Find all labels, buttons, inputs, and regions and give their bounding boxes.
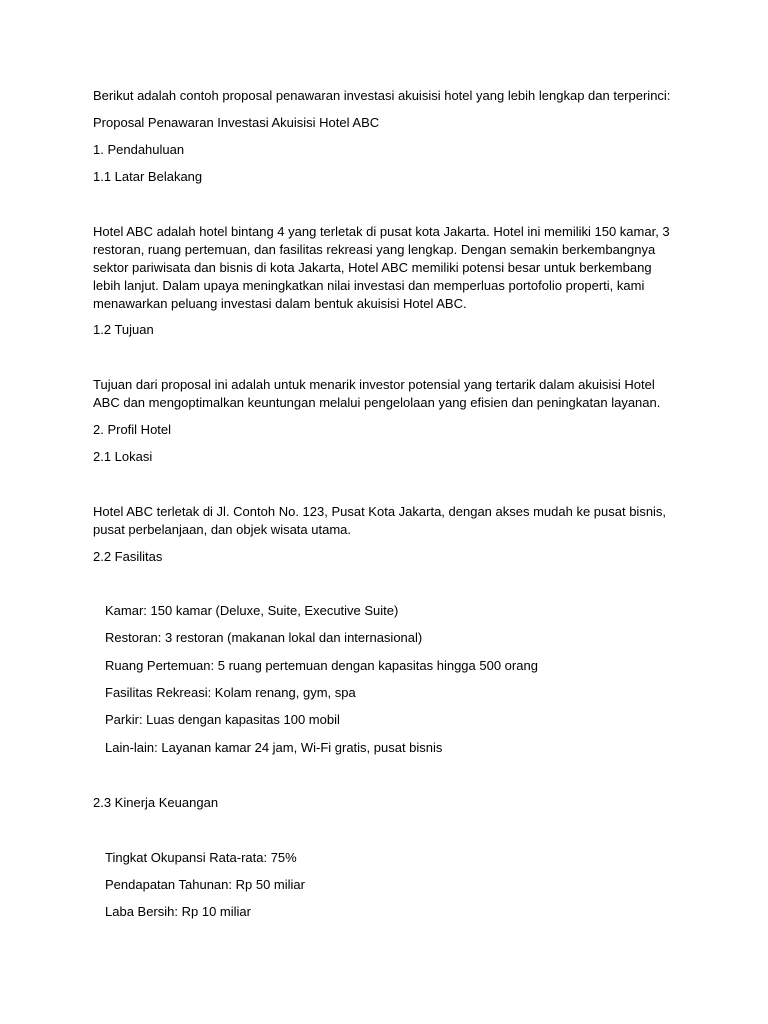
fasilitas-item: Lain-lain: Layanan kamar 24 jam, Wi-Fi gratis, pusat bisnis <box>105 740 443 755</box>
kinerja-item: Laba Bersih: Rp 10 miliar <box>105 904 251 919</box>
lokasi-paragraph <box>93 503 683 539</box>
fasilitas-item: Kamar: 150 kamar (Deluxe, Suite, Executive Suite) <box>105 603 399 618</box>
subsection-heading-lokasi: 2.1 Lokasi <box>93 449 153 464</box>
subsection-heading-latar-belakang: 1.1 Latar Belakang <box>93 169 203 184</box>
latar-belakang-paragraph <box>93 223 683 313</box>
fasilitas-item: Ruang Pertemuan: 5 ruang pertemuan dengan kapasitas hingga 500 orang <box>105 658 538 673</box>
paragraph-line: Hotel ABC terletak di Jl. Contoh No. 123, Pusat Kota Jakarta, dengan akses mudah ke pusat bisnis, <box>93 504 667 519</box>
fasilitas-item: Restoran: 3 restoran (makanan lokal dan internasional) <box>105 630 423 645</box>
tujuan-paragraph <box>93 376 683 412</box>
paragraph-line: menawarkan peluang investasi dalam bentuk akuisisi Hotel ABC. <box>93 296 467 311</box>
document-title: Proposal Penawaran Investasi Akuisisi Hotel ABC <box>93 115 380 130</box>
paragraph-line: pusat perbelanjaan, dan objek wisata utama. <box>93 522 352 537</box>
paragraph-line: Tujuan dari proposal ini adalah untuk menarik investor potensial yang tertarik dalam akuisisi Hotel <box>93 377 655 392</box>
kinerja-item: Tingkat Okupansi Rata-rata: 75% <box>105 850 297 865</box>
intro-text: Berikut adalah contoh proposal penawaran investasi akuisisi hotel yang lebih lengkap dan terperinci: <box>93 88 671 103</box>
subsection-heading-tujuan: 1.2 Tujuan <box>93 322 154 337</box>
section-heading-pendahuluan: 1. Pendahuluan <box>93 142 185 157</box>
paragraph-line: ABC dan mengoptimalkan keuntungan melalui pengelolaan yang efisien dan peningkatan layanan. <box>93 395 661 410</box>
paragraph-line: restoran, ruang pertemuan, dan fasilitas rekreasi yang lengkap. Dengan semakin berkembangnya <box>93 242 656 257</box>
fasilitas-item: Parkir: Luas dengan kapasitas 100 mobil <box>105 712 340 727</box>
subsection-heading-fasilitas: 2.2 Fasilitas <box>93 549 163 564</box>
paragraph-line: lebih lanjut. Dalam upaya meningkatkan nilai investasi dan memperluas portofolio properti, kami <box>93 278 645 293</box>
paragraph-line: sektor pariwisata dan bisnis di kota Jakarta, Hotel ABC memiliki potensi besar untuk berkembang <box>93 260 652 275</box>
paragraph-line: Hotel ABC adalah hotel bintang 4 yang terletak di pusat kota Jakarta. Hotel ini memiliki 150 kamar, 3 <box>93 224 670 239</box>
kinerja-item: Pendapatan Tahunan: Rp 50 miliar <box>105 877 305 892</box>
fasilitas-item: Fasilitas Rekreasi: Kolam renang, gym, spa <box>105 685 356 700</box>
section-heading-profil-hotel: 2. Profil Hotel <box>93 422 172 437</box>
subsection-heading-kinerja-keuangan: 2.3 Kinerja Keuangan <box>93 795 219 810</box>
